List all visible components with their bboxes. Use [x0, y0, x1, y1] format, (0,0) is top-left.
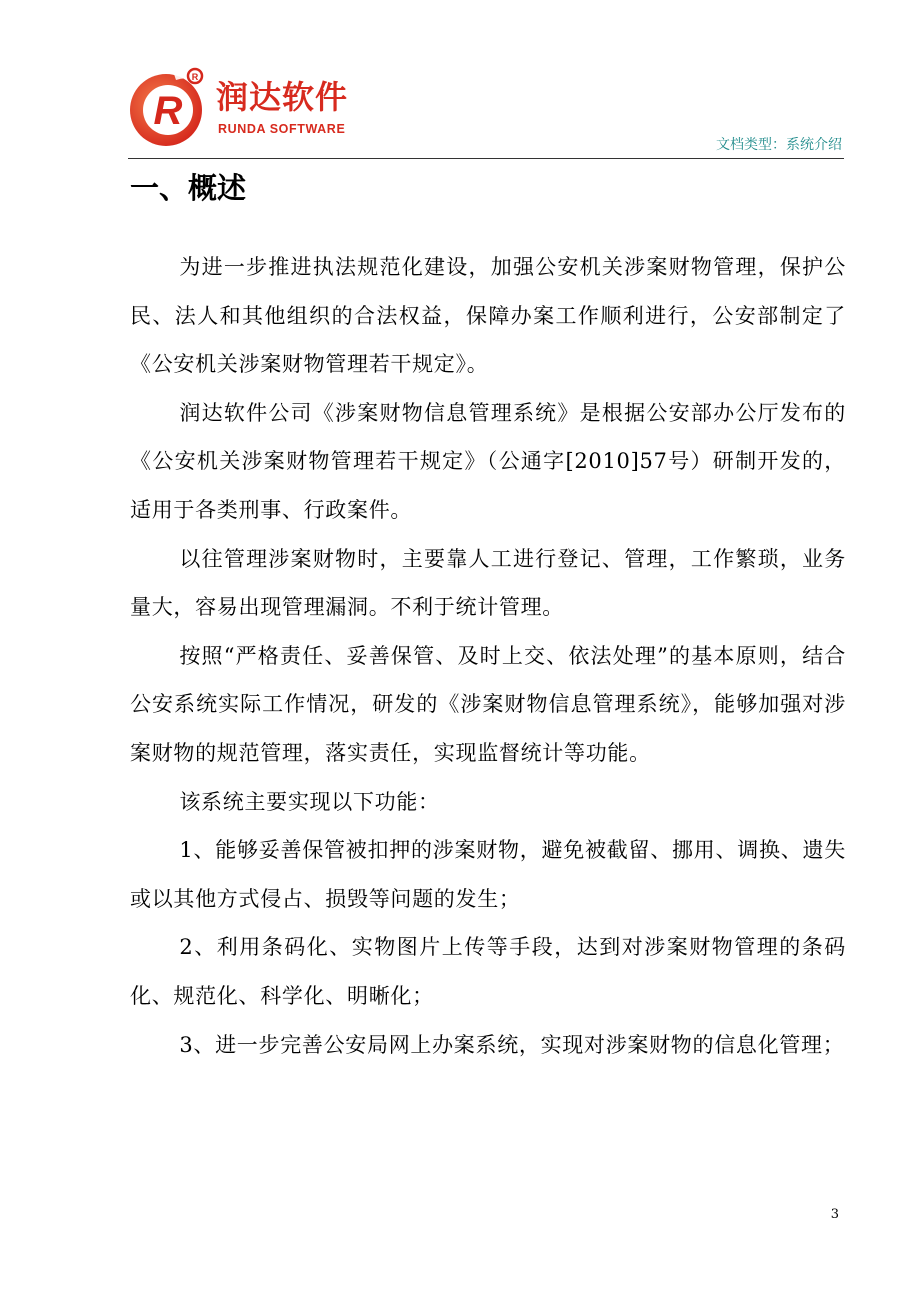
logo-english-name: RUNDA SOFTWARE	[218, 122, 346, 136]
body-text	[130, 243, 846, 1069]
header-divider	[128, 158, 844, 159]
paragraph-intro: 为进一步推进执法规范化建设，加强公安机关涉案财物管理，保护公民、法人和其他组织的合法权益，保障办案工作顺利进行，公安部制定了《公安机关涉案财物管理若干规定》。	[130, 255, 846, 377]
runda-r-logo-icon	[128, 64, 212, 152]
list-item-function-1: 1、能够妥善保管被扣押的涉案财物，避免被截留、挪用、调换、遗失或以其他方式侵占、损毁等问题的发生；	[130, 838, 846, 911]
paragraph-functions-lead: 该系统主要实现以下功能：	[179, 789, 440, 814]
paragraph-past-issues: 以往管理涉案财物时，主要靠人工进行登记、管理，工作繁琐，业务量大，容易出现管理漏洞。不利于统计管理。	[130, 546, 846, 620]
company-logo	[128, 62, 368, 154]
page-header	[128, 62, 844, 158]
paragraph-system-origin: 润达软件公司《涉案财物信息管理系统》是根据公安部办公厅发布的《公安机关涉案财物管理若干规定》（公通字[2010]57号）研制开发的，适用于各类刑事、行政案件。	[130, 400, 846, 522]
section-title: 一、概述	[130, 171, 247, 205]
paragraph-principles: 按照“严格责任、妥善保管、及时上交、依法处理”的基本原则，结合公安系统实际工作情况，研发的《涉案财物信息管理系统》，能够加强对涉案财物的规范管理，落实责任，实现监督统计等功能。	[130, 643, 846, 765]
list-item-function-3: 3、进一步完善公安局网上办案系统，实现对涉案财物的信息化管理；	[179, 1032, 845, 1057]
document-type-label: 文档类型：系统介绍	[716, 137, 842, 153]
logo-chinese-name: 润达软件	[216, 78, 349, 116]
logo-mark-letter: R	[153, 89, 183, 133]
list-item-function-2: 2、利用条码化、实物图片上传等手段，达到对涉案财物管理的条码化、规范化、科学化、明晰化；	[130, 935, 846, 1008]
svg-text:R: R	[191, 72, 199, 82]
page-number: 3	[830, 1207, 839, 1222]
